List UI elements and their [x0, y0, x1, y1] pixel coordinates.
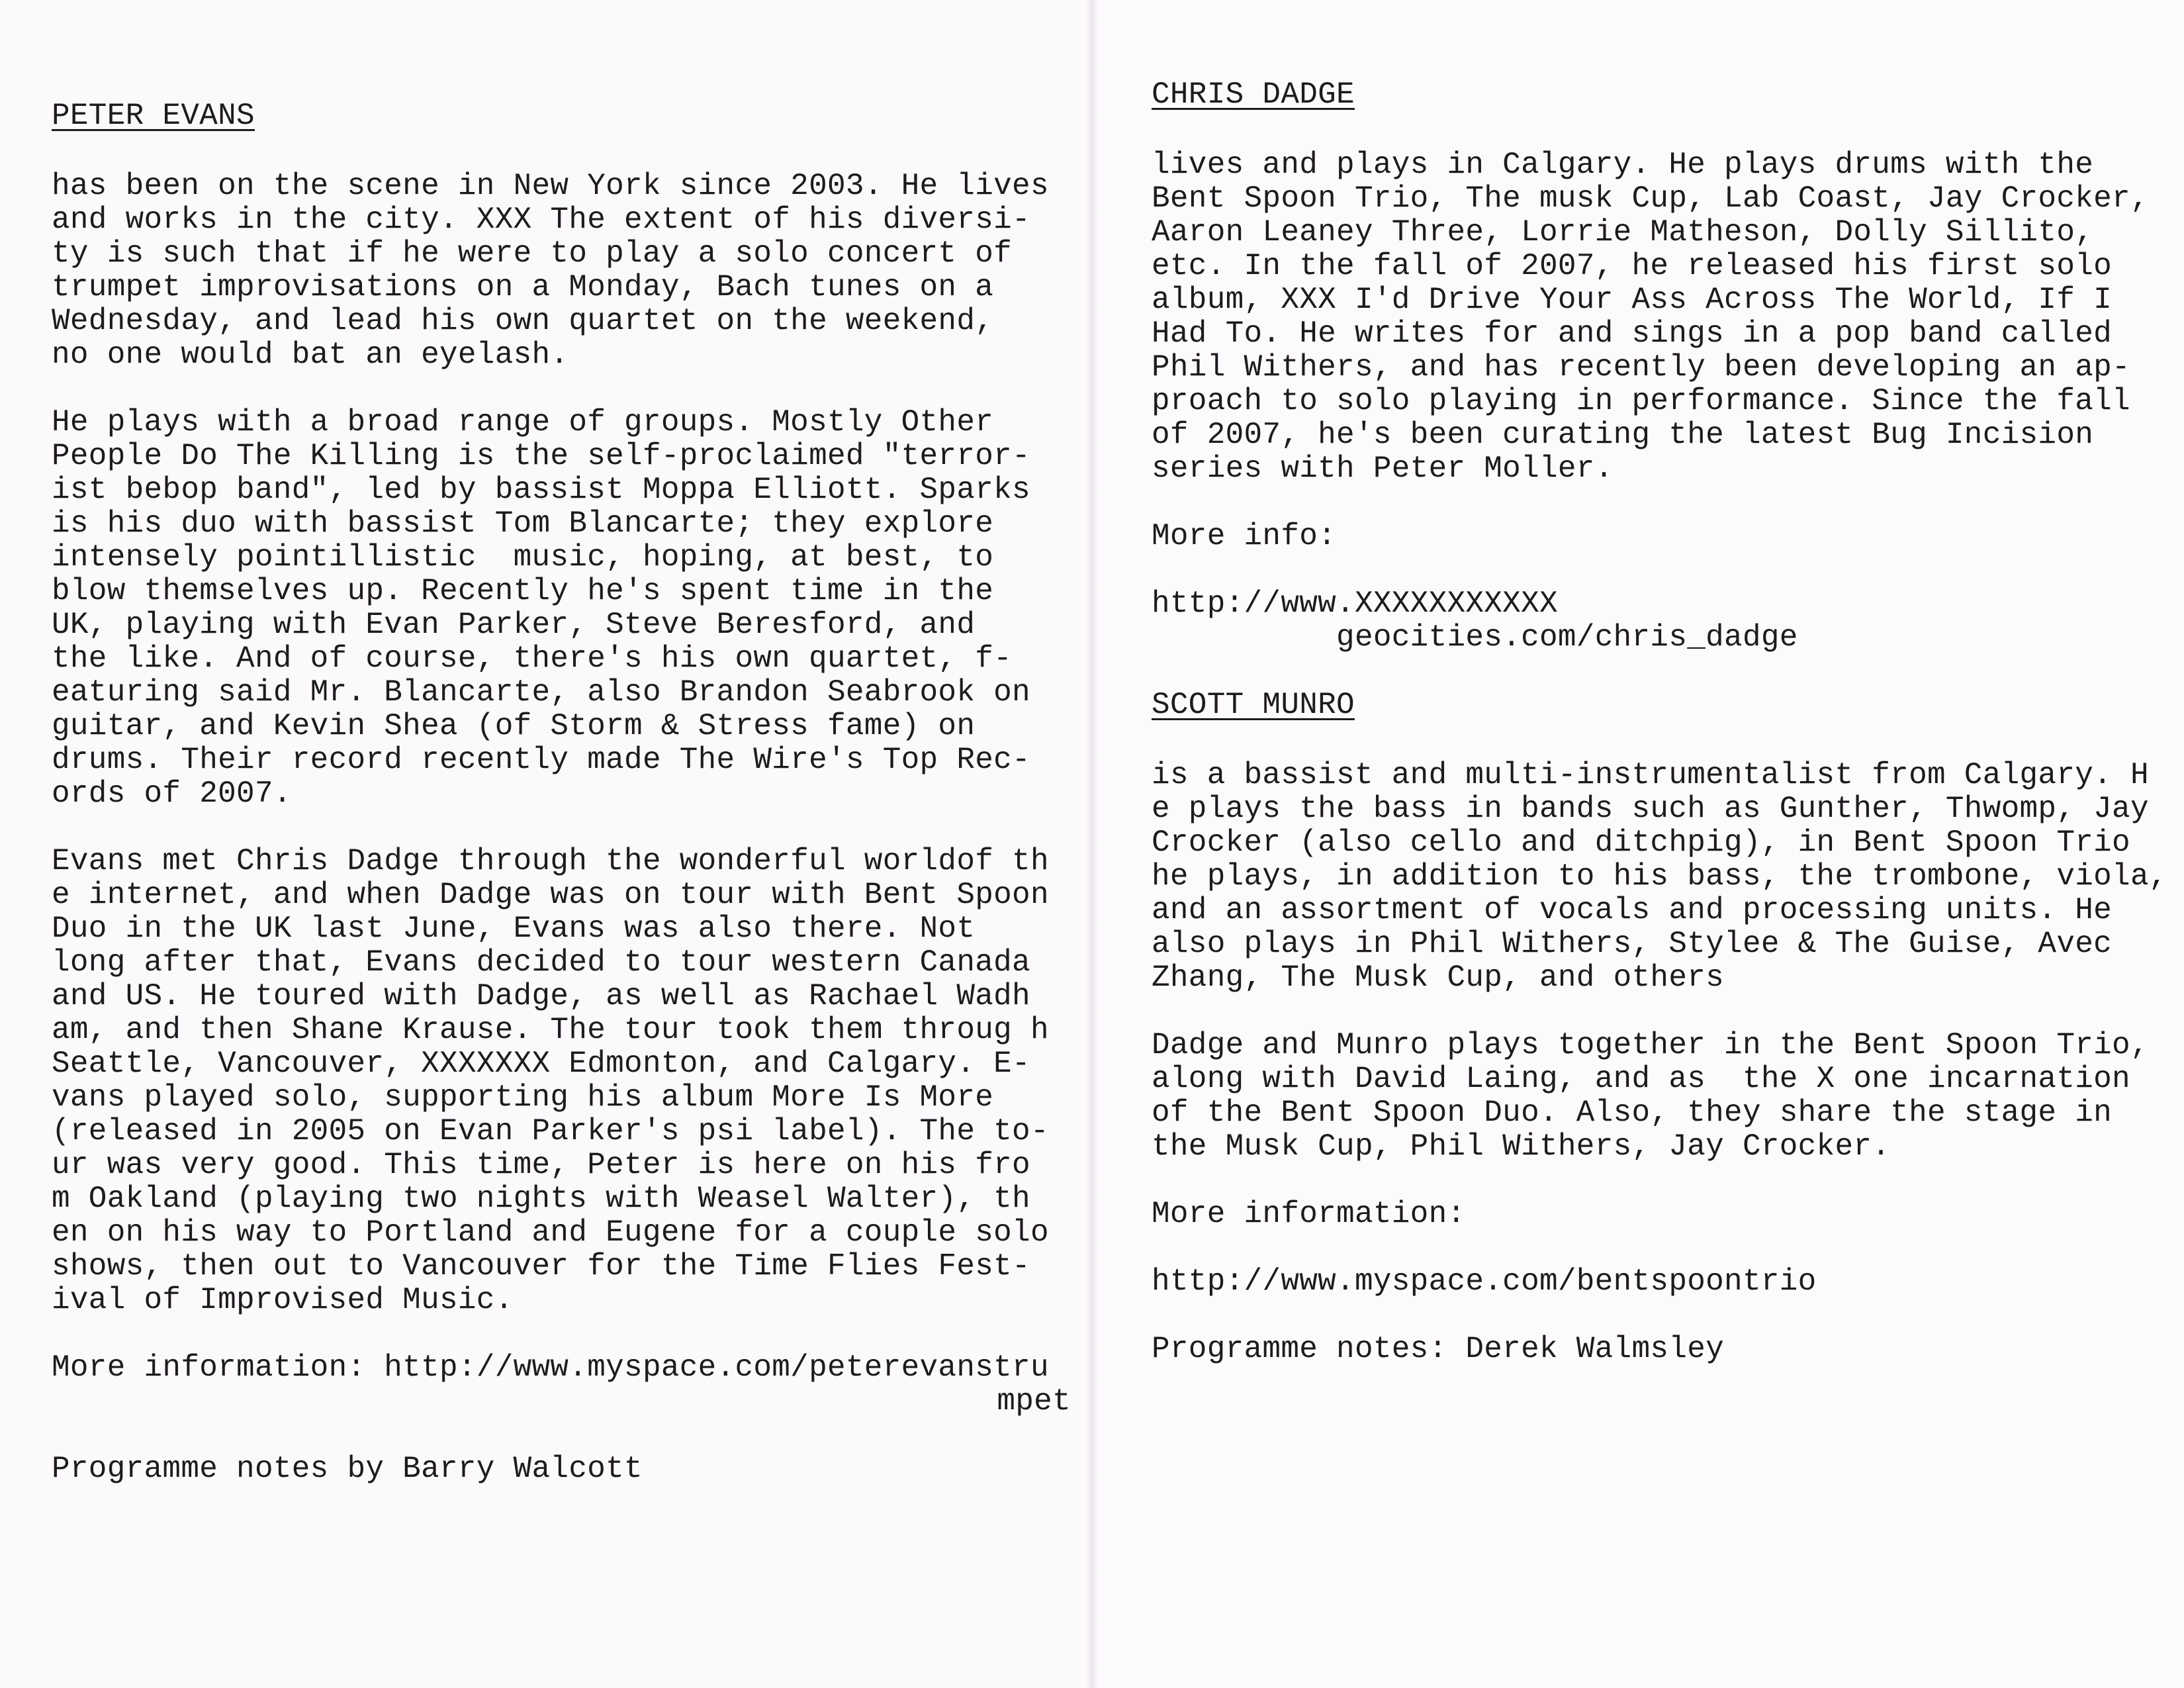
chris-dadge-bio: lives and plays in Calgary. He plays drums with the Bent Spoon Trio, The musk Cup, Lab Coast, Jay Crocker, Aaron Leaney Three, Lorrie Matheson, Dolly Sillito, etc. In the fall of 2007, he released his first solo album, XXX I'd Drive Your Ass Across The World, If I Had To. He writes for and sings in a pop band called Phil Withers, and has recently been developing an ap- proach to solo playing in performance. Since the fall of 2007, he's been curating the latest Bug Incision series with Peter Moller.: [1152, 148, 2149, 486]
peter-evans-section: [52, 99, 1084, 1486]
scott-munro-heading: SCOTT MUNRO: [1152, 688, 1355, 722]
programme-notes-credit-right: Programme notes: Derek Walmsley: [1152, 1332, 1725, 1366]
peter-evans-heading: PETER EVANS: [52, 99, 255, 133]
chris-dadge-url[interactable]: http://www.XXXXXXXXXXX: [1152, 586, 1558, 621]
page-fold: [1085, 0, 1099, 1688]
peter-evans-bio-tour: Evans met Chris Dadge through the wonderful worldof th e internet, and when Dadge was on tour with Bent Spoon Duo in the UK last June, Evans was also there. Not long after that, Evans decided to tour western Canada and US. He toured with Dadge, as well as Rachael Wadh am, and then Shane Krause. The tour took them throug h Seattle, Vancouver, XXXXXXX Edmonton, and Calgary. E- vans played solo, supporting his album More Is More (released in 2005 on Evan Parker's psi label). The to- ur was very good. This time, Peter is here on his fro m Oakland (playing two nights with Weasel Walter), th en on his way to Portland and Eugene for a couple solo shows, then out to Vancouver for the Time Flies Fest- ival of Improvised Music.: [52, 844, 1049, 1317]
chris-dadge-heading: CHRIS DADGE: [1152, 77, 1355, 112]
peter-evans-more-info-continued[interactable]: mpet: [997, 1384, 1071, 1419]
peter-evans-bio-groups: He plays with a broad range of groups. Mostly Other People Do The Killing is the self-proclaimed "terror- ist bebop band", led by bassist Moppa Elliott. Sparks is his duo with bassist Tom Blancarte; they explore intensely pointillistic music, hoping, at best, to blow themselves up. Recently he's spent time in the UK, playing with Evan Parker, Steve Beresford, and the like. And of course, there's his own quartet, f- eaturing said Mr. Blancarte, also Brandon Seabrook on guitar, and Kevin Shea (of Storm & Stress fame) on drums. Their record recently made The Wire's Top Rec- ords of 2007.: [52, 405, 1030, 811]
chris-dadge-scott-munro-section: [1152, 78, 2184, 1366]
chris-dadge-url-continued[interactable]: geocities.com/chris_dadge: [1152, 620, 1798, 655]
more-information-label-right: More information:: [1152, 1197, 1466, 1231]
peter-evans-more-info[interactable]: More information: http://www.myspace.com/peterevanstru: [52, 1350, 1049, 1385]
dadge-munro-duo-paragraph: Dadge and Munro plays together in the Bent Spoon Trio, along with David Laing, and as the X one incarnation of the Bent Spoon Duo. Also, they share the stage in the Musk Cup, Phil Withers, Jay Crocker.: [1152, 1028, 2149, 1164]
programme-notes-credit-left: Programme notes by Barry Walcott: [52, 1452, 643, 1486]
chris-dadge-more-info-label: More info:: [1152, 519, 1337, 553]
scott-munro-bio: is a bassist and multi-instrumentalist from Calgary. H e plays the bass in bands such as Gunther, Thwomp, Jay Crocker (also cello and ditchpig), in Bent Spoon Trio he plays, in addition to his bass, the trombone, viola, and an assortment of vocals and processing units. He also plays in Phil Withers, Stylee & The Guise, Avec Zhang, The Musk Cup, and others: [1152, 758, 2167, 995]
bent-spoon-url[interactable]: http://www.myspace.com/bentspoontrio: [1152, 1264, 1817, 1299]
peter-evans-bio-intro: has been on the scene in New York since 2003. He lives and works in the city. XXX The extent of his diversi- ty is such that if he were to play a solo concert of trumpet improvisations on a Monday, Bach tunes on a Wednesday, and lead his own quartet on the weekend, no one would bat an eyelash.: [52, 169, 1049, 372]
